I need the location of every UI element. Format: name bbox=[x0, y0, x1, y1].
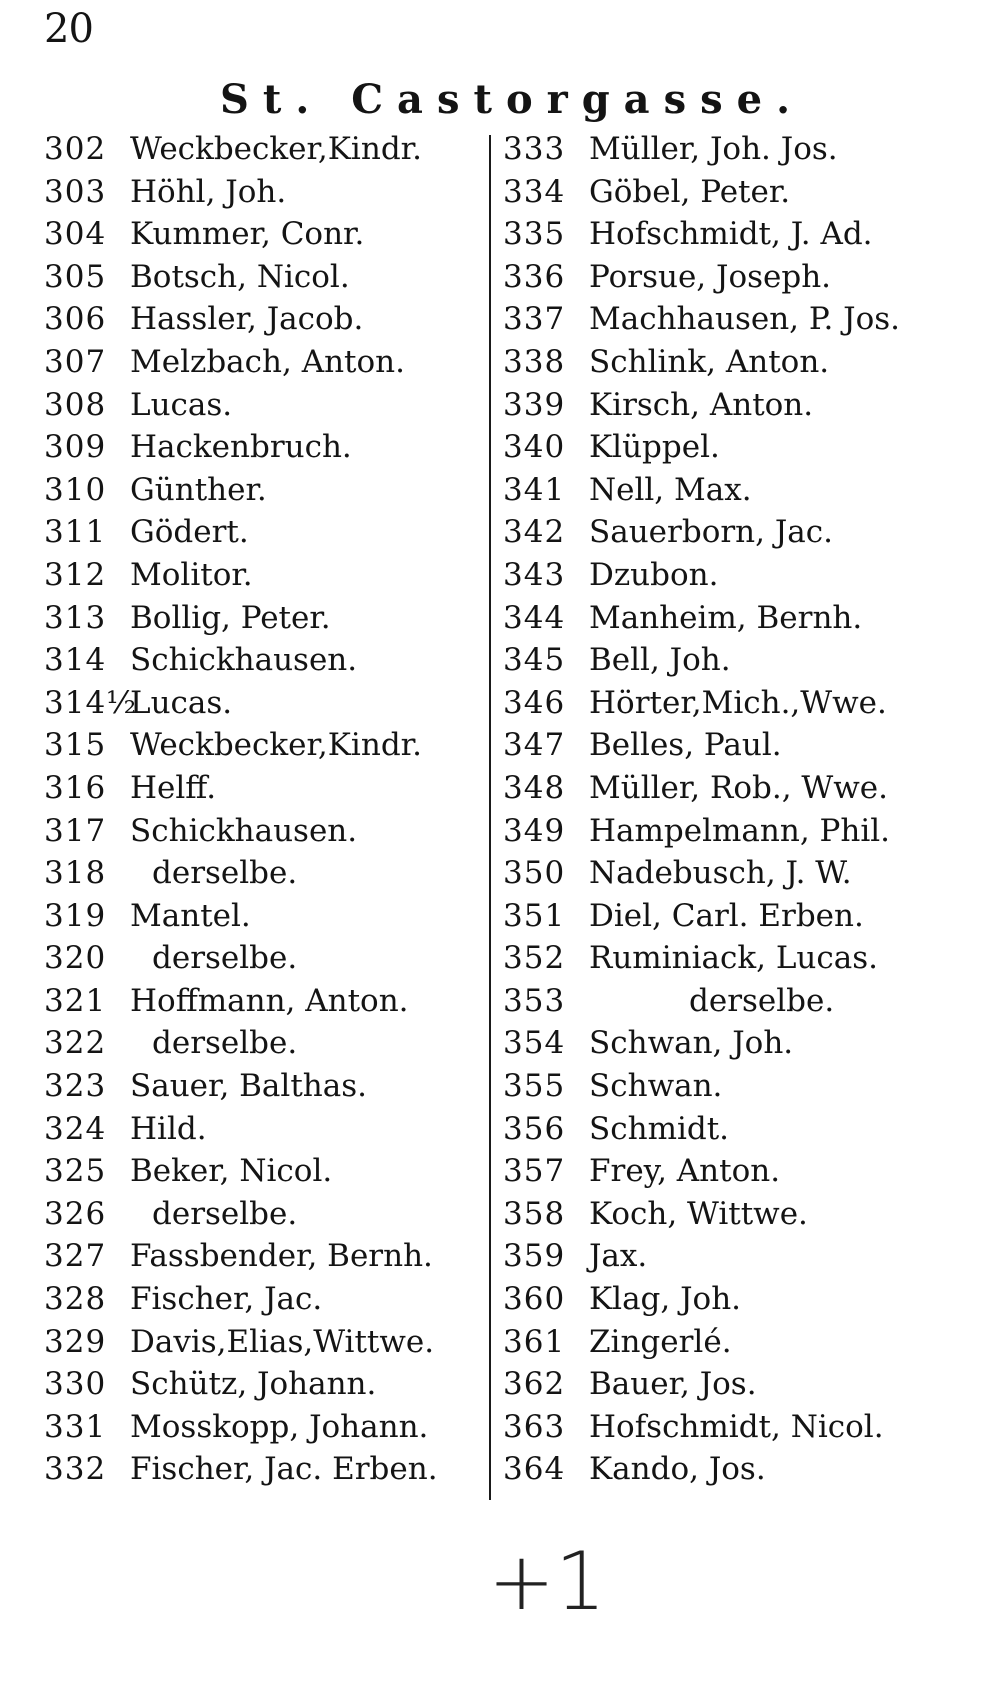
resident-name: Zingerlé. bbox=[589, 1323, 732, 1360]
list-item bbox=[44, 852, 484, 895]
resident-name: Nadebusch, J. W. bbox=[589, 855, 852, 892]
house-number: 362 bbox=[503, 1366, 566, 1403]
house-number: 346 bbox=[503, 684, 566, 721]
house-number: 344 bbox=[503, 599, 566, 636]
list-item bbox=[503, 1235, 943, 1278]
list-item bbox=[44, 639, 484, 682]
resident-name: derselbe. bbox=[152, 855, 298, 892]
resident-name: Weckbecker,Kindr. bbox=[130, 727, 422, 764]
resident-name: Kirsch, Anton. bbox=[589, 386, 814, 423]
house-number: 302 bbox=[44, 131, 107, 167]
list-item bbox=[44, 298, 484, 341]
house-number: 351 bbox=[503, 897, 566, 934]
list-item bbox=[44, 1321, 484, 1364]
house-number: 363 bbox=[503, 1408, 566, 1445]
house-number: 352 bbox=[503, 940, 566, 977]
house-number: 335 bbox=[503, 216, 566, 253]
list-item bbox=[503, 426, 943, 469]
house-number: 312 bbox=[44, 556, 107, 593]
house-number: 338 bbox=[503, 343, 566, 380]
resident-name: Weckbecker,Kindr. bbox=[130, 131, 422, 167]
list-item bbox=[44, 426, 484, 469]
list-item bbox=[503, 682, 943, 725]
house-number: 348 bbox=[503, 769, 566, 806]
list-item bbox=[503, 597, 943, 640]
list-item bbox=[503, 767, 943, 810]
house-number: 323 bbox=[44, 1068, 107, 1105]
list-item bbox=[503, 1193, 943, 1236]
house-number: 309 bbox=[44, 429, 107, 466]
house-number: 341 bbox=[503, 471, 566, 508]
house-number: 343 bbox=[503, 556, 566, 593]
house-number: 334 bbox=[503, 173, 566, 210]
list-item bbox=[503, 1150, 943, 1193]
list-item bbox=[503, 554, 943, 597]
page-title: St. Castorgasse. bbox=[219, 76, 805, 123]
house-number: 347 bbox=[503, 727, 566, 764]
list-item bbox=[503, 852, 943, 895]
resident-name: Klüppel. bbox=[589, 429, 720, 466]
resident-name: derselbe. bbox=[152, 1195, 298, 1232]
list-item bbox=[503, 1065, 943, 1108]
resident-name: Frey, Anton. bbox=[589, 1153, 781, 1190]
resident-name: Bell, Joh. bbox=[589, 642, 731, 679]
resident-name: Schickhausen. bbox=[130, 642, 358, 679]
resident-name: Schickhausen. bbox=[130, 812, 358, 849]
list-item bbox=[503, 171, 943, 214]
list-item bbox=[503, 298, 943, 341]
resident-name: Fischer, Jac. Erben. bbox=[130, 1451, 438, 1488]
house-number: 358 bbox=[503, 1195, 566, 1232]
resident-name: Helff. bbox=[130, 769, 217, 806]
house-number: 327 bbox=[44, 1238, 107, 1275]
house-number: 318 bbox=[44, 855, 107, 892]
list-item bbox=[44, 1065, 484, 1108]
list-item bbox=[44, 1363, 484, 1406]
resident-name: Beker, Nicol. bbox=[130, 1153, 333, 1190]
resident-name: Klag, Joh. bbox=[589, 1281, 742, 1318]
right-column bbox=[503, 128, 943, 1491]
list-item bbox=[503, 724, 943, 767]
list-item bbox=[44, 384, 484, 427]
house-number: 325 bbox=[44, 1153, 107, 1190]
list-item bbox=[503, 810, 943, 853]
column-divider bbox=[489, 135, 491, 1500]
house-number: 326 bbox=[44, 1195, 107, 1232]
house-number: 311 bbox=[44, 514, 107, 551]
resident-name: Hörter,Mich.,Wwe. bbox=[589, 684, 887, 721]
house-number: 316 bbox=[44, 769, 107, 806]
resident-name: Günther. bbox=[130, 471, 267, 508]
resident-name: Kummer, Conr. bbox=[130, 216, 365, 253]
resident-name: Müller, Rob., Wwe. bbox=[589, 769, 889, 806]
house-number: 353 bbox=[503, 982, 566, 1019]
resident-name: Mosskopp, Johann. bbox=[130, 1408, 429, 1445]
house-number: 317 bbox=[44, 812, 107, 849]
list-item bbox=[44, 469, 484, 512]
house-number: 354 bbox=[503, 1025, 566, 1062]
house-number: 307 bbox=[44, 343, 107, 380]
house-number: 342 bbox=[503, 514, 566, 551]
resident-name: Hild. bbox=[130, 1110, 207, 1147]
resident-name: Davis,Elias,Wittwe. bbox=[130, 1323, 435, 1360]
list-item bbox=[44, 171, 484, 214]
list-item bbox=[503, 1406, 943, 1449]
resident-name: Hackenbruch. bbox=[130, 429, 352, 466]
resident-name: Gödert. bbox=[130, 514, 249, 551]
resident-name: Hampelmann, Phil. bbox=[589, 812, 891, 849]
house-number: 355 bbox=[503, 1068, 566, 1105]
list-item bbox=[503, 511, 943, 554]
house-number: 356 bbox=[503, 1110, 566, 1147]
list-item bbox=[503, 1108, 943, 1151]
resident-name: Manheim, Bernh. bbox=[589, 599, 863, 636]
list-item bbox=[44, 554, 484, 597]
house-number: 359 bbox=[503, 1238, 566, 1275]
house-number: 360 bbox=[503, 1281, 566, 1318]
house-number: 328 bbox=[44, 1281, 107, 1318]
house-number: 337 bbox=[503, 301, 566, 338]
list-item bbox=[503, 1448, 943, 1491]
resident-name: Schmidt. bbox=[589, 1110, 730, 1147]
resident-name: Hoffmann, Anton. bbox=[130, 982, 409, 1019]
list-item bbox=[503, 384, 943, 427]
house-number: 313 bbox=[44, 599, 107, 636]
list-item bbox=[503, 895, 943, 938]
resident-name: Kando, Jos. bbox=[589, 1451, 766, 1488]
resident-name: derselbe. bbox=[689, 982, 835, 1019]
list-item bbox=[503, 1363, 943, 1406]
resident-name: Hassler, Jacob. bbox=[130, 301, 364, 338]
house-number: 310 bbox=[44, 471, 107, 508]
house-number: 303 bbox=[44, 173, 107, 210]
resident-name: Koch, Wittwe. bbox=[589, 1195, 808, 1232]
house-number: 322 bbox=[44, 1025, 107, 1062]
resident-name: derselbe. bbox=[152, 940, 298, 977]
house-number: 345 bbox=[503, 642, 566, 679]
list-item bbox=[44, 1278, 484, 1321]
resident-name: Hofschmidt, J. Ad. bbox=[589, 216, 873, 253]
list-item bbox=[44, 1235, 484, 1278]
resident-name: Schütz, Johann. bbox=[130, 1366, 377, 1403]
house-number: 320 bbox=[44, 940, 107, 977]
house-number: 308 bbox=[44, 386, 107, 423]
resident-name: Göbel, Peter. bbox=[589, 173, 791, 210]
resident-name: Schlink, Anton. bbox=[589, 343, 830, 380]
house-number: 304 bbox=[44, 216, 107, 253]
house-number: 340 bbox=[503, 429, 566, 466]
resident-name: Porsue, Joseph. bbox=[589, 258, 832, 295]
list-item bbox=[503, 213, 943, 256]
list-item bbox=[44, 682, 484, 725]
list-item bbox=[44, 1193, 484, 1236]
list-item bbox=[44, 511, 484, 554]
resident-name: Höhl, Joh. bbox=[130, 173, 287, 210]
resident-name: Jax. bbox=[589, 1238, 648, 1275]
house-number: 364 bbox=[503, 1451, 566, 1488]
house-number: 315 bbox=[44, 727, 107, 764]
list-item bbox=[503, 1022, 943, 1065]
house-number: 314½ bbox=[44, 684, 138, 721]
list-item bbox=[44, 597, 484, 640]
resident-name: Diel, Carl. Erben. bbox=[589, 897, 864, 934]
house-number: 324 bbox=[44, 1110, 107, 1147]
house-number: 331 bbox=[44, 1408, 107, 1445]
resident-name: Sauerborn, Jac. bbox=[589, 514, 833, 551]
list-item bbox=[503, 639, 943, 682]
list-item bbox=[44, 128, 484, 171]
resident-name: Mantel. bbox=[130, 897, 251, 934]
resident-name: Schwan, Joh. bbox=[589, 1025, 794, 1062]
resident-name: Botsch, Nicol. bbox=[130, 258, 350, 295]
list-item bbox=[44, 213, 484, 256]
resident-name: Sauer, Balthas. bbox=[130, 1068, 367, 1105]
resident-name: Belles, Paul. bbox=[589, 727, 782, 764]
resident-name: Molitor. bbox=[130, 556, 253, 593]
house-number: 330 bbox=[44, 1366, 107, 1403]
resident-name: derselbe. bbox=[152, 1025, 298, 1062]
list-item bbox=[44, 724, 484, 767]
list-item bbox=[44, 937, 484, 980]
list-item bbox=[44, 1108, 484, 1151]
resident-name: Hofschmidt, Nicol. bbox=[589, 1408, 884, 1445]
handwritten-annotation: +1 bbox=[488, 1535, 606, 1628]
house-number: 333 bbox=[503, 131, 566, 167]
resident-name: Schwan. bbox=[589, 1068, 723, 1105]
list-item bbox=[44, 1150, 484, 1193]
resident-name: Müller, Joh. Jos. bbox=[589, 131, 838, 167]
list-item bbox=[503, 980, 943, 1023]
list-item bbox=[503, 937, 943, 980]
house-number: 336 bbox=[503, 258, 566, 295]
house-number: 319 bbox=[44, 897, 107, 934]
resident-name: Ruminiack, Lucas. bbox=[589, 940, 878, 977]
house-number: 305 bbox=[44, 258, 107, 295]
resident-name: Bauer, Jos. bbox=[589, 1366, 757, 1403]
house-number: 321 bbox=[44, 982, 107, 1019]
list-item bbox=[44, 1406, 484, 1449]
house-number: 357 bbox=[503, 1153, 566, 1190]
list-item bbox=[44, 810, 484, 853]
list-item bbox=[44, 1022, 484, 1065]
list-item bbox=[503, 256, 943, 299]
resident-name: Machhausen, P. Jos. bbox=[589, 301, 901, 338]
left-column bbox=[44, 128, 484, 1491]
list-item bbox=[503, 469, 943, 512]
resident-name: Lucas. bbox=[130, 684, 233, 721]
page-number: 20 bbox=[44, 6, 93, 52]
list-item bbox=[44, 767, 484, 810]
house-number: 349 bbox=[503, 812, 566, 849]
list-item bbox=[44, 1448, 484, 1491]
list-item bbox=[503, 128, 943, 171]
list-item bbox=[503, 1278, 943, 1321]
house-number: 332 bbox=[44, 1451, 107, 1488]
list-item bbox=[503, 1321, 943, 1364]
list-item bbox=[44, 256, 484, 299]
house-number: 350 bbox=[503, 855, 566, 892]
resident-name: Nell, Max. bbox=[589, 471, 752, 508]
resident-name: Fischer, Jac. bbox=[130, 1281, 323, 1318]
resident-name: Dzubon. bbox=[589, 556, 719, 593]
house-number: 361 bbox=[503, 1323, 566, 1360]
house-number: 314 bbox=[44, 642, 107, 679]
house-number: 306 bbox=[44, 301, 107, 338]
list-item bbox=[44, 341, 484, 384]
house-number: 339 bbox=[503, 386, 566, 423]
resident-name: Bollig, Peter. bbox=[130, 599, 331, 636]
list-item bbox=[503, 341, 943, 384]
list-item bbox=[44, 980, 484, 1023]
list-item bbox=[44, 895, 484, 938]
resident-name: Melzbach, Anton. bbox=[130, 343, 405, 380]
resident-name: Lucas. bbox=[130, 386, 233, 423]
resident-name: Fassbender, Bernh. bbox=[130, 1238, 433, 1275]
house-number: 329 bbox=[44, 1323, 107, 1360]
